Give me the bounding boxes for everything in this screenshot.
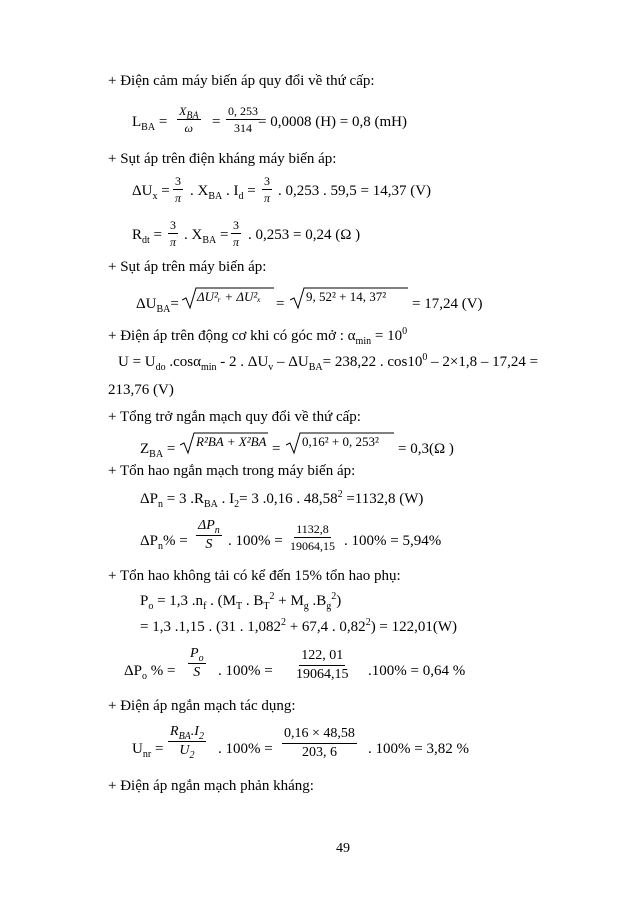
- formula-dpn-percent-rhs: . 100% = 5,94%: [344, 533, 442, 549]
- section-heading-inductance: + Điện cảm máy biến áp quy đổi về thứ cấp:: [108, 73, 375, 89]
- formula-unr-mid: . 100% =: [218, 741, 273, 757]
- formula-dpo-percent-fraction-2: $\frac{122, 01}{19064,15}$: [296, 648, 349, 682]
- formula-duba-sqrt-2: 9, 52² + 14, 37²: [290, 286, 408, 308]
- formula-zba-sqrt-2: 0,16² + 0, 253²: [286, 431, 394, 453]
- formula-rdt-rhs: . 0,253 = 0,24 (Ω ): [248, 227, 361, 243]
- formula-dpn-percent-fraction-2: $\frac{1132,8}{19064,15}$: [290, 522, 335, 553]
- formula-lba-rhs: = 0,0008 (H) = 0,8 (mH): [258, 114, 407, 130]
- formula-unr-rhs: . 100% = 3,82 %: [368, 741, 469, 757]
- formula-lba-lhs: $L_{BA}$ =: [132, 114, 168, 133]
- formula-po-line1: $P_o = 1,3$ $.n_f$ . ($M_T$ . $B_T^2 + M_g$ $.B_g^2$): [140, 591, 342, 612]
- formula-duba-rhs: = 17,24 (V): [412, 296, 483, 312]
- formula-lba-fraction-2: $\frac{0, 253}{314}$: [228, 104, 258, 135]
- formula-u-line2: 213,76 (V): [108, 382, 174, 398]
- section-heading-motor-voltage: + Điện áp trên động cơ khi có góc mở : $\alpha_{min} = 10^0$: [108, 326, 408, 347]
- formula-dpo-percent-lhs: $\Delta P_o$ % =: [124, 663, 176, 682]
- formula-dpn: $\Delta P_n = 3$ $.R_{BA}$ . $I_2= 3$ .0,16 . 48,58$^2$ =1132,8 (W): [140, 489, 424, 510]
- formula-lba-fraction-1: $X_{BA}$ ω: [179, 104, 199, 135]
- formula-dux-mid: . $X_{BA}$ . $I_d$ =: [190, 183, 256, 202]
- formula-unr-lhs: $U_{nr}$ =: [132, 741, 164, 760]
- formula-dux-lhs: $\Delta U_x$ =: [132, 183, 170, 202]
- formula-rdt-lhs: $R_{dt}$ =: [132, 227, 163, 246]
- section-heading-transformer-drop: + Sụt áp trên máy biến áp:: [108, 259, 267, 275]
- section-heading-reactance-drop: + Sụt áp trên điện kháng máy biến áp:: [108, 151, 337, 167]
- formula-dpn-percent-mid: . 100% =: [228, 533, 283, 549]
- formula-dux-rhs: . 0,253 . 59,5 = 14,37 (V): [278, 183, 432, 199]
- section-heading-impedance: + Tổng trở ngắn mạch quy đổi về thứ cấp:: [108, 409, 361, 425]
- formula-duba-sqrt-1: ΔU²ᵣ + ΔU²ₓ: [182, 286, 274, 308]
- formula-po-line2: = 1,3 .1,15 . (31 . 1,082$^2$ + 67,4 . $0,82^2) = 122,01(W)$: [140, 617, 458, 635]
- formula-dpo-percent-mid: . 100% =: [218, 663, 273, 679]
- formula-unr-fraction-1: $R_{BA}.I_2$ $U_2$: [170, 724, 204, 761]
- formula-dpn-percent-fraction-1: $\Delta P_n$ S: [198, 518, 220, 552]
- formula-u-line1: $U = U_{do}$ .cosα$_{min}$ - 2 . $\Delta U_v - \Delta U_{BA}= 238,22$ . $\cos 10^0 - 2\times 1,8 - 17,24$ =: [118, 352, 539, 373]
- formula-dux-fraction-1: $\frac{3}{\pi}$: [174, 174, 181, 205]
- formula-dpo-percent-rhs: .100% = 0,64 %: [368, 663, 466, 679]
- page-number: 49: [336, 841, 350, 856]
- formula-dpn-percent-lhs: $\Delta P_n\%$ =: [140, 533, 188, 552]
- formula-zba-sqrt-1: R²BA + X²BA: [180, 431, 268, 453]
- formula-dux-fraction-2: $\frac{3}{\pi}$: [263, 174, 270, 205]
- section-heading-active-voltage: + Điện áp ngắn mạch tác dụng:: [108, 698, 296, 714]
- formula-zba-lhs: $Z_{BA}$ =: [140, 441, 176, 460]
- formula-zba-eq2: =: [272, 441, 281, 457]
- formula-duba-lhs: $\Delta U_{BA}=$: [136, 296, 179, 315]
- formula-rdt-fraction-2: $\frac{3}{\pi}$: [232, 218, 239, 249]
- formula-rdt-mid: . $X_{BA}$ =: [184, 227, 229, 246]
- section-heading-reactive-voltage: + Điện áp ngắn mạch phản kháng:: [108, 778, 314, 794]
- formula-rdt-fraction-1: $\frac{3}{\pi}$: [169, 218, 176, 249]
- formula-unr-fraction-2: $\frac{0,16 \times 48,58}{203, 6}$: [284, 726, 355, 760]
- section-heading-no-load-loss: + Tổn hao không tải có kể đến 15% tổn hao phụ:: [108, 568, 401, 584]
- section-heading-short-circuit-loss: + Tổn hao ngắn mạch trong máy biến áp:: [108, 463, 356, 479]
- formula-dpo-percent-fraction-1: $\frac{P_o}{S}$: [190, 646, 204, 680]
- formula-lba-eq2: =: [212, 114, 221, 130]
- formula-duba-eq2: =: [276, 296, 285, 312]
- formula-zba-rhs: = 0,3(Ω ): [398, 441, 454, 457]
